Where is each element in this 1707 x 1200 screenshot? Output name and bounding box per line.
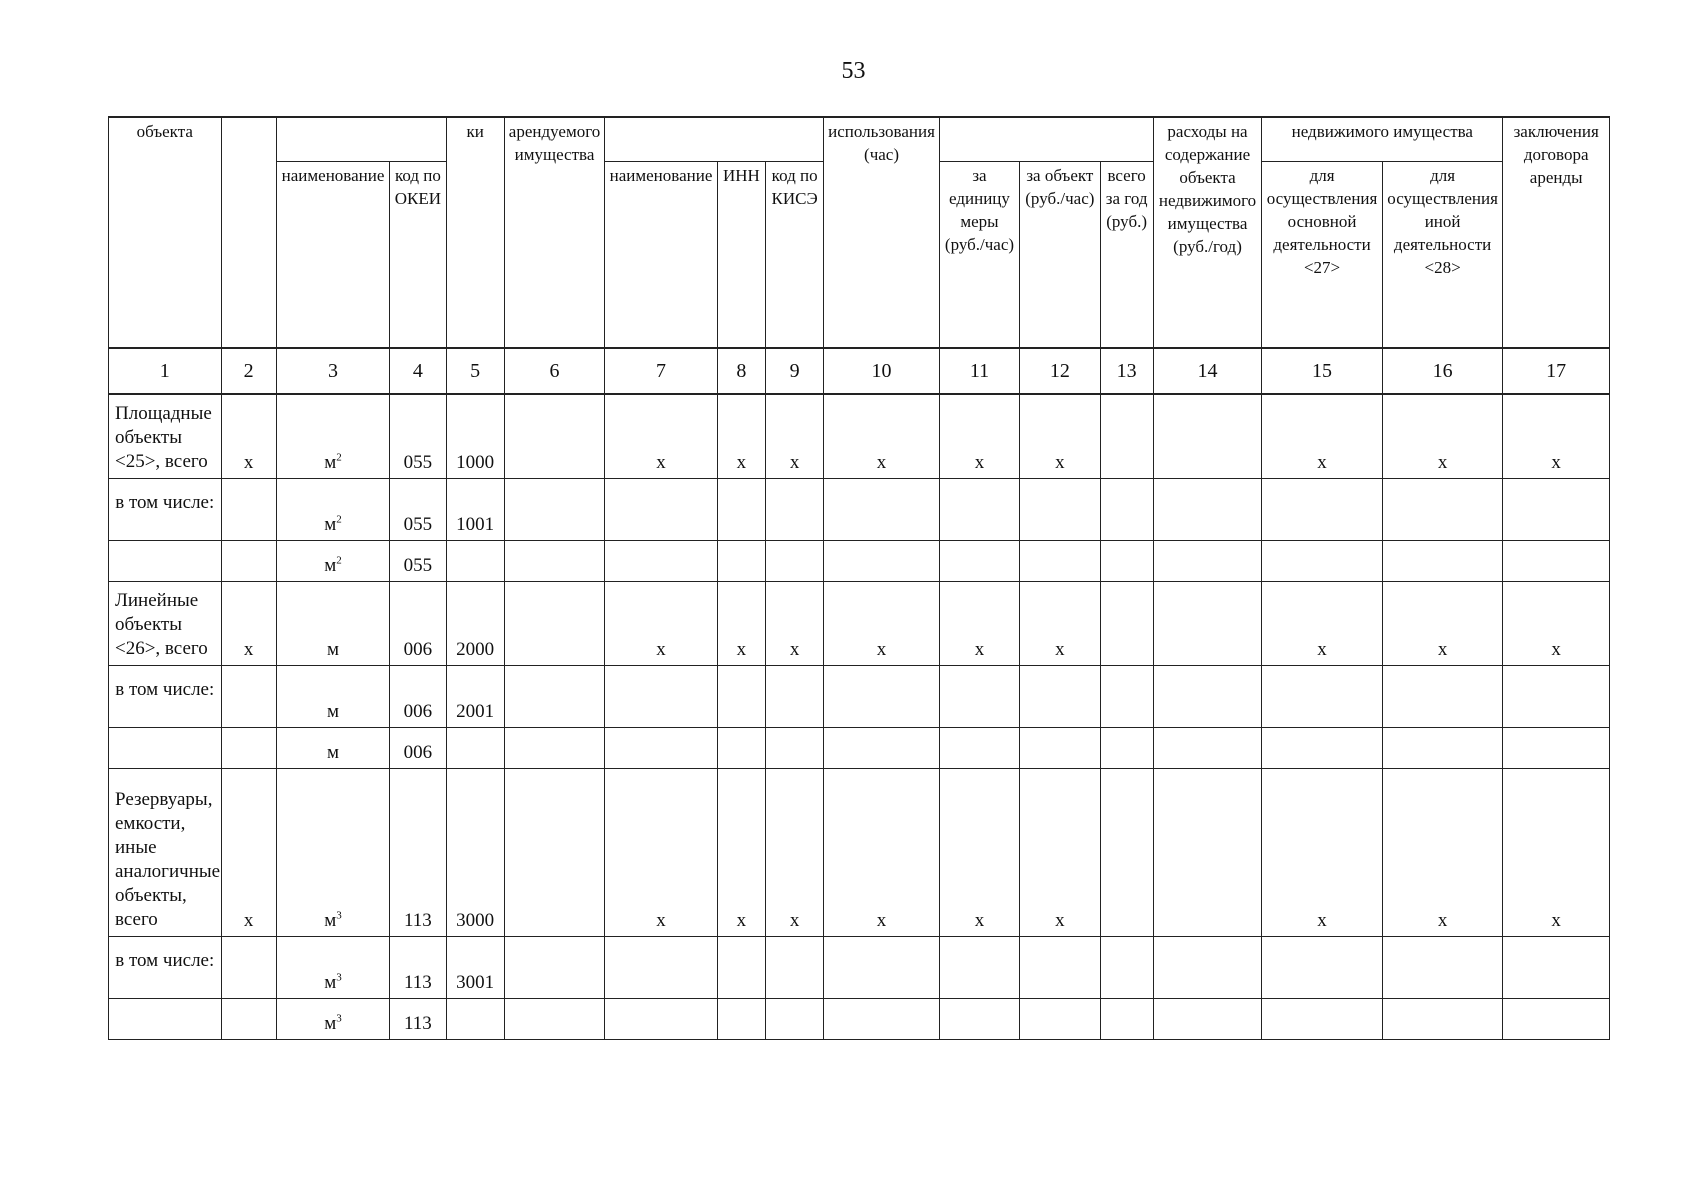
okei-code-cell: 006 [390,665,446,727]
header-col-2 [221,117,276,348]
okei-code-cell: 055 [390,478,446,540]
header-col-13: всего за год (руб.) [1100,161,1153,348]
column-number-15: 15 [1262,348,1383,394]
cell-col-12 [1020,540,1100,581]
cell-col-14 [1153,581,1262,665]
header-col-5: ки [446,117,504,348]
cell-col-17: х [1503,768,1610,936]
cell-col-6 [504,768,604,936]
unit-cell [276,998,390,1039]
row-label: в том числе: [109,936,222,998]
cell-col-11: х [939,581,1019,665]
unit-name: м [324,1012,337,1034]
cell-col-8: х [717,394,765,478]
cell-col-16 [1382,478,1503,540]
cell-col-10 [824,665,940,727]
cell-col-9 [765,665,823,727]
row-label: Линейные объекты <26>, всего [109,581,222,665]
cell-col-7 [605,727,718,768]
cell-col-12 [1020,665,1100,727]
header-col-7-9-group [605,117,824,161]
cell-col-14 [1153,478,1262,540]
cell-col-8 [717,665,765,727]
unit-exponent: 3 [336,909,342,922]
cell-col-2 [221,540,276,581]
header-col-12: за объект (руб./час) [1020,161,1100,348]
cell-col-11 [939,665,1019,727]
cell-col-8 [717,540,765,581]
cell-col-6 [504,727,604,768]
header-col-11: за единицу меры (руб./час) [939,161,1019,348]
table-row [109,768,1610,936]
unit-cell [276,768,390,936]
cell-col-12: х [1020,394,1100,478]
cell-col-15: х [1262,581,1383,665]
unit-exponent: 3 [336,971,342,984]
row-label [109,540,222,581]
line-code-cell: 1001 [446,478,504,540]
cell-col-14 [1153,665,1262,727]
cell-col-13 [1100,727,1153,768]
cell-col-12 [1020,998,1100,1039]
cell-col-10: х [824,768,940,936]
table-body [109,394,1610,1039]
cell-col-13 [1100,394,1153,478]
cell-col-13 [1100,936,1153,998]
cell-col-2: х [221,768,276,936]
table-row [109,665,1610,727]
unit-name: м [327,700,340,722]
header-col-11-13-group [939,117,1153,161]
okei-code-cell: 113 [390,936,446,998]
cell-col-2: х [221,581,276,665]
cell-col-2 [221,665,276,727]
unit-exponent: 3 [336,1012,342,1025]
cell-col-11 [939,540,1019,581]
cell-col-13 [1100,581,1153,665]
cell-col-12 [1020,936,1100,998]
cell-col-15: х [1262,394,1383,478]
cell-col-7 [605,936,718,998]
header-col-9: код по КИСЭ [765,161,823,348]
cell-col-15 [1262,478,1383,540]
header-col-8: ИНН [717,161,765,348]
table-row [109,540,1610,581]
cell-col-8 [717,936,765,998]
cell-col-12: х [1020,768,1100,936]
cell-col-13 [1100,478,1153,540]
cell-col-16 [1382,665,1503,727]
cell-col-6 [504,478,604,540]
cell-col-15 [1262,998,1383,1039]
cell-col-9 [765,727,823,768]
cell-col-16 [1382,540,1503,581]
unit-name: м [324,971,337,993]
okei-code-cell: 006 [390,581,446,665]
cell-col-6 [504,540,604,581]
column-number-16: 16 [1382,348,1503,394]
cell-col-15 [1262,727,1383,768]
cell-col-17: х [1503,394,1610,478]
cell-col-15 [1262,936,1383,998]
cell-col-7 [605,540,718,581]
cell-col-10 [824,727,940,768]
header-col-1: объекта [109,117,222,348]
cell-col-13 [1100,665,1153,727]
cell-col-10 [824,998,940,1039]
cell-col-8: х [717,581,765,665]
unit-cell [276,727,390,768]
cell-col-6 [504,998,604,1039]
cell-col-9 [765,936,823,998]
column-number-7: 7 [605,348,718,394]
row-label: в том числе: [109,478,222,540]
line-code-cell: 3000 [446,768,504,936]
column-number-17: 17 [1503,348,1610,394]
cell-col-14 [1153,998,1262,1039]
cell-col-10 [824,540,940,581]
column-number-10: 10 [824,348,940,394]
cell-col-2: х [221,394,276,478]
column-number-5: 5 [446,348,504,394]
unit-exponent: 2 [336,451,342,464]
column-number-14: 14 [1153,348,1262,394]
line-code-cell [446,727,504,768]
page-number: 53 [841,58,866,84]
unit-name: м [324,909,337,931]
cell-col-14 [1153,768,1262,936]
cell-col-9: х [765,768,823,936]
cell-col-11: х [939,394,1019,478]
property-report-table [108,116,1610,1040]
cell-col-14 [1153,394,1262,478]
cell-col-17 [1503,936,1610,998]
cell-col-8 [717,727,765,768]
header-col-7: наименование [605,161,718,348]
column-number-2: 2 [221,348,276,394]
table-row [109,478,1610,540]
unit-cell [276,665,390,727]
line-code-cell: 1000 [446,394,504,478]
cell-col-7: х [605,394,718,478]
header-col-17: заключения договора аренды [1503,117,1610,348]
cell-col-7: х [605,581,718,665]
header-col-16: для осуществления иной деятельности <28> [1382,161,1503,348]
cell-col-11 [939,936,1019,998]
cell-col-15 [1262,665,1383,727]
unit-name: м [324,513,337,535]
cell-col-15: х [1262,768,1383,936]
unit-cell [276,540,390,581]
column-number-8: 8 [717,348,765,394]
cell-col-17 [1503,998,1610,1039]
header-col-14: расходы на содержание объекта недвижимого имущества (руб./год) [1153,117,1262,348]
cell-col-8: х [717,768,765,936]
row-label: Резервуары, емкости, иные аналогичные объекты, всего [109,768,222,936]
row-label [109,727,222,768]
column-numbers-row [109,348,1610,394]
cell-col-16 [1382,936,1503,998]
cell-col-6 [504,936,604,998]
cell-col-8 [717,998,765,1039]
row-label [109,998,222,1039]
cell-col-16: х [1382,768,1503,936]
unit-name: м [327,638,340,660]
cell-col-2 [221,936,276,998]
cell-col-7 [605,478,718,540]
column-number-1: 1 [109,348,222,394]
row-label: Площадные объекты <25>, всего [109,394,222,478]
cell-col-7 [605,998,718,1039]
unit-cell [276,394,390,478]
cell-col-10 [824,936,940,998]
okei-code-cell: 055 [390,540,446,581]
cell-col-17 [1503,665,1610,727]
line-code-cell: 2000 [446,581,504,665]
row-label: в том числе: [109,665,222,727]
cell-col-14 [1153,727,1262,768]
column-number-9: 9 [765,348,823,394]
cell-col-11 [939,478,1019,540]
header-col-15-16-group: недвижимого имущества [1262,117,1503,161]
okei-code-cell: 113 [390,768,446,936]
unit-cell [276,936,390,998]
line-code-cell: 3001 [446,936,504,998]
cell-col-17 [1503,540,1610,581]
unit-name: м [324,554,337,576]
cell-col-9 [765,540,823,581]
cell-col-16: х [1382,394,1503,478]
unit-exponent: 2 [336,554,342,567]
cell-col-14 [1153,936,1262,998]
header-col-6: арендуемого имущества [504,117,604,348]
column-number-6: 6 [504,348,604,394]
column-number-3: 3 [276,348,390,394]
table-row [109,394,1610,478]
cell-col-17 [1503,478,1610,540]
line-code-cell [446,540,504,581]
header-col-3: наименование [276,161,390,348]
cell-col-7: х [605,768,718,936]
column-number-11: 11 [939,348,1019,394]
line-code-cell: 2001 [446,665,504,727]
cell-col-13 [1100,768,1153,936]
table-row [109,727,1610,768]
cell-col-12 [1020,727,1100,768]
cell-col-7 [605,665,718,727]
cell-col-2 [221,727,276,768]
unit-name: м [324,451,337,473]
cell-col-2 [221,998,276,1039]
cell-col-16 [1382,727,1503,768]
cell-col-15 [1262,540,1383,581]
cell-col-11: х [939,768,1019,936]
unit-cell [276,581,390,665]
unit-cell [276,478,390,540]
cell-col-13 [1100,540,1153,581]
cell-col-13 [1100,998,1153,1039]
cell-col-9 [765,998,823,1039]
header-col-15: для осуществления основной деятельности <27> [1262,161,1383,348]
cell-col-10 [824,478,940,540]
header-col-10: использования (час) [824,117,940,348]
column-number-4: 4 [390,348,446,394]
cell-col-11 [939,727,1019,768]
table-row [109,936,1610,998]
cell-col-14 [1153,540,1262,581]
cell-col-8 [717,478,765,540]
table-row [109,998,1610,1039]
cell-col-9: х [765,581,823,665]
cell-col-12: х [1020,581,1100,665]
okei-code-cell: 113 [390,998,446,1039]
header-col-4: код по ОКЕИ [390,161,446,348]
header-col-3-4-group [276,117,446,161]
cell-col-17 [1503,727,1610,768]
cell-col-17: х [1503,581,1610,665]
unit-name: м [327,741,340,763]
cell-col-16: х [1382,581,1503,665]
cell-col-12 [1020,478,1100,540]
cell-col-16 [1382,998,1503,1039]
cell-col-10: х [824,394,940,478]
line-code-cell [446,998,504,1039]
cell-col-9 [765,478,823,540]
column-number-12: 12 [1020,348,1100,394]
table-row [109,581,1610,665]
header-row-top [109,117,1610,161]
okei-code-cell: 006 [390,727,446,768]
column-number-13: 13 [1100,348,1153,394]
cell-col-6 [504,665,604,727]
cell-col-6 [504,581,604,665]
unit-exponent: 2 [336,513,342,526]
cell-col-10: х [824,581,940,665]
cell-col-9: х [765,394,823,478]
cell-col-2 [221,478,276,540]
cell-col-11 [939,998,1019,1039]
okei-code-cell: 055 [390,394,446,478]
cell-col-6 [504,394,604,478]
